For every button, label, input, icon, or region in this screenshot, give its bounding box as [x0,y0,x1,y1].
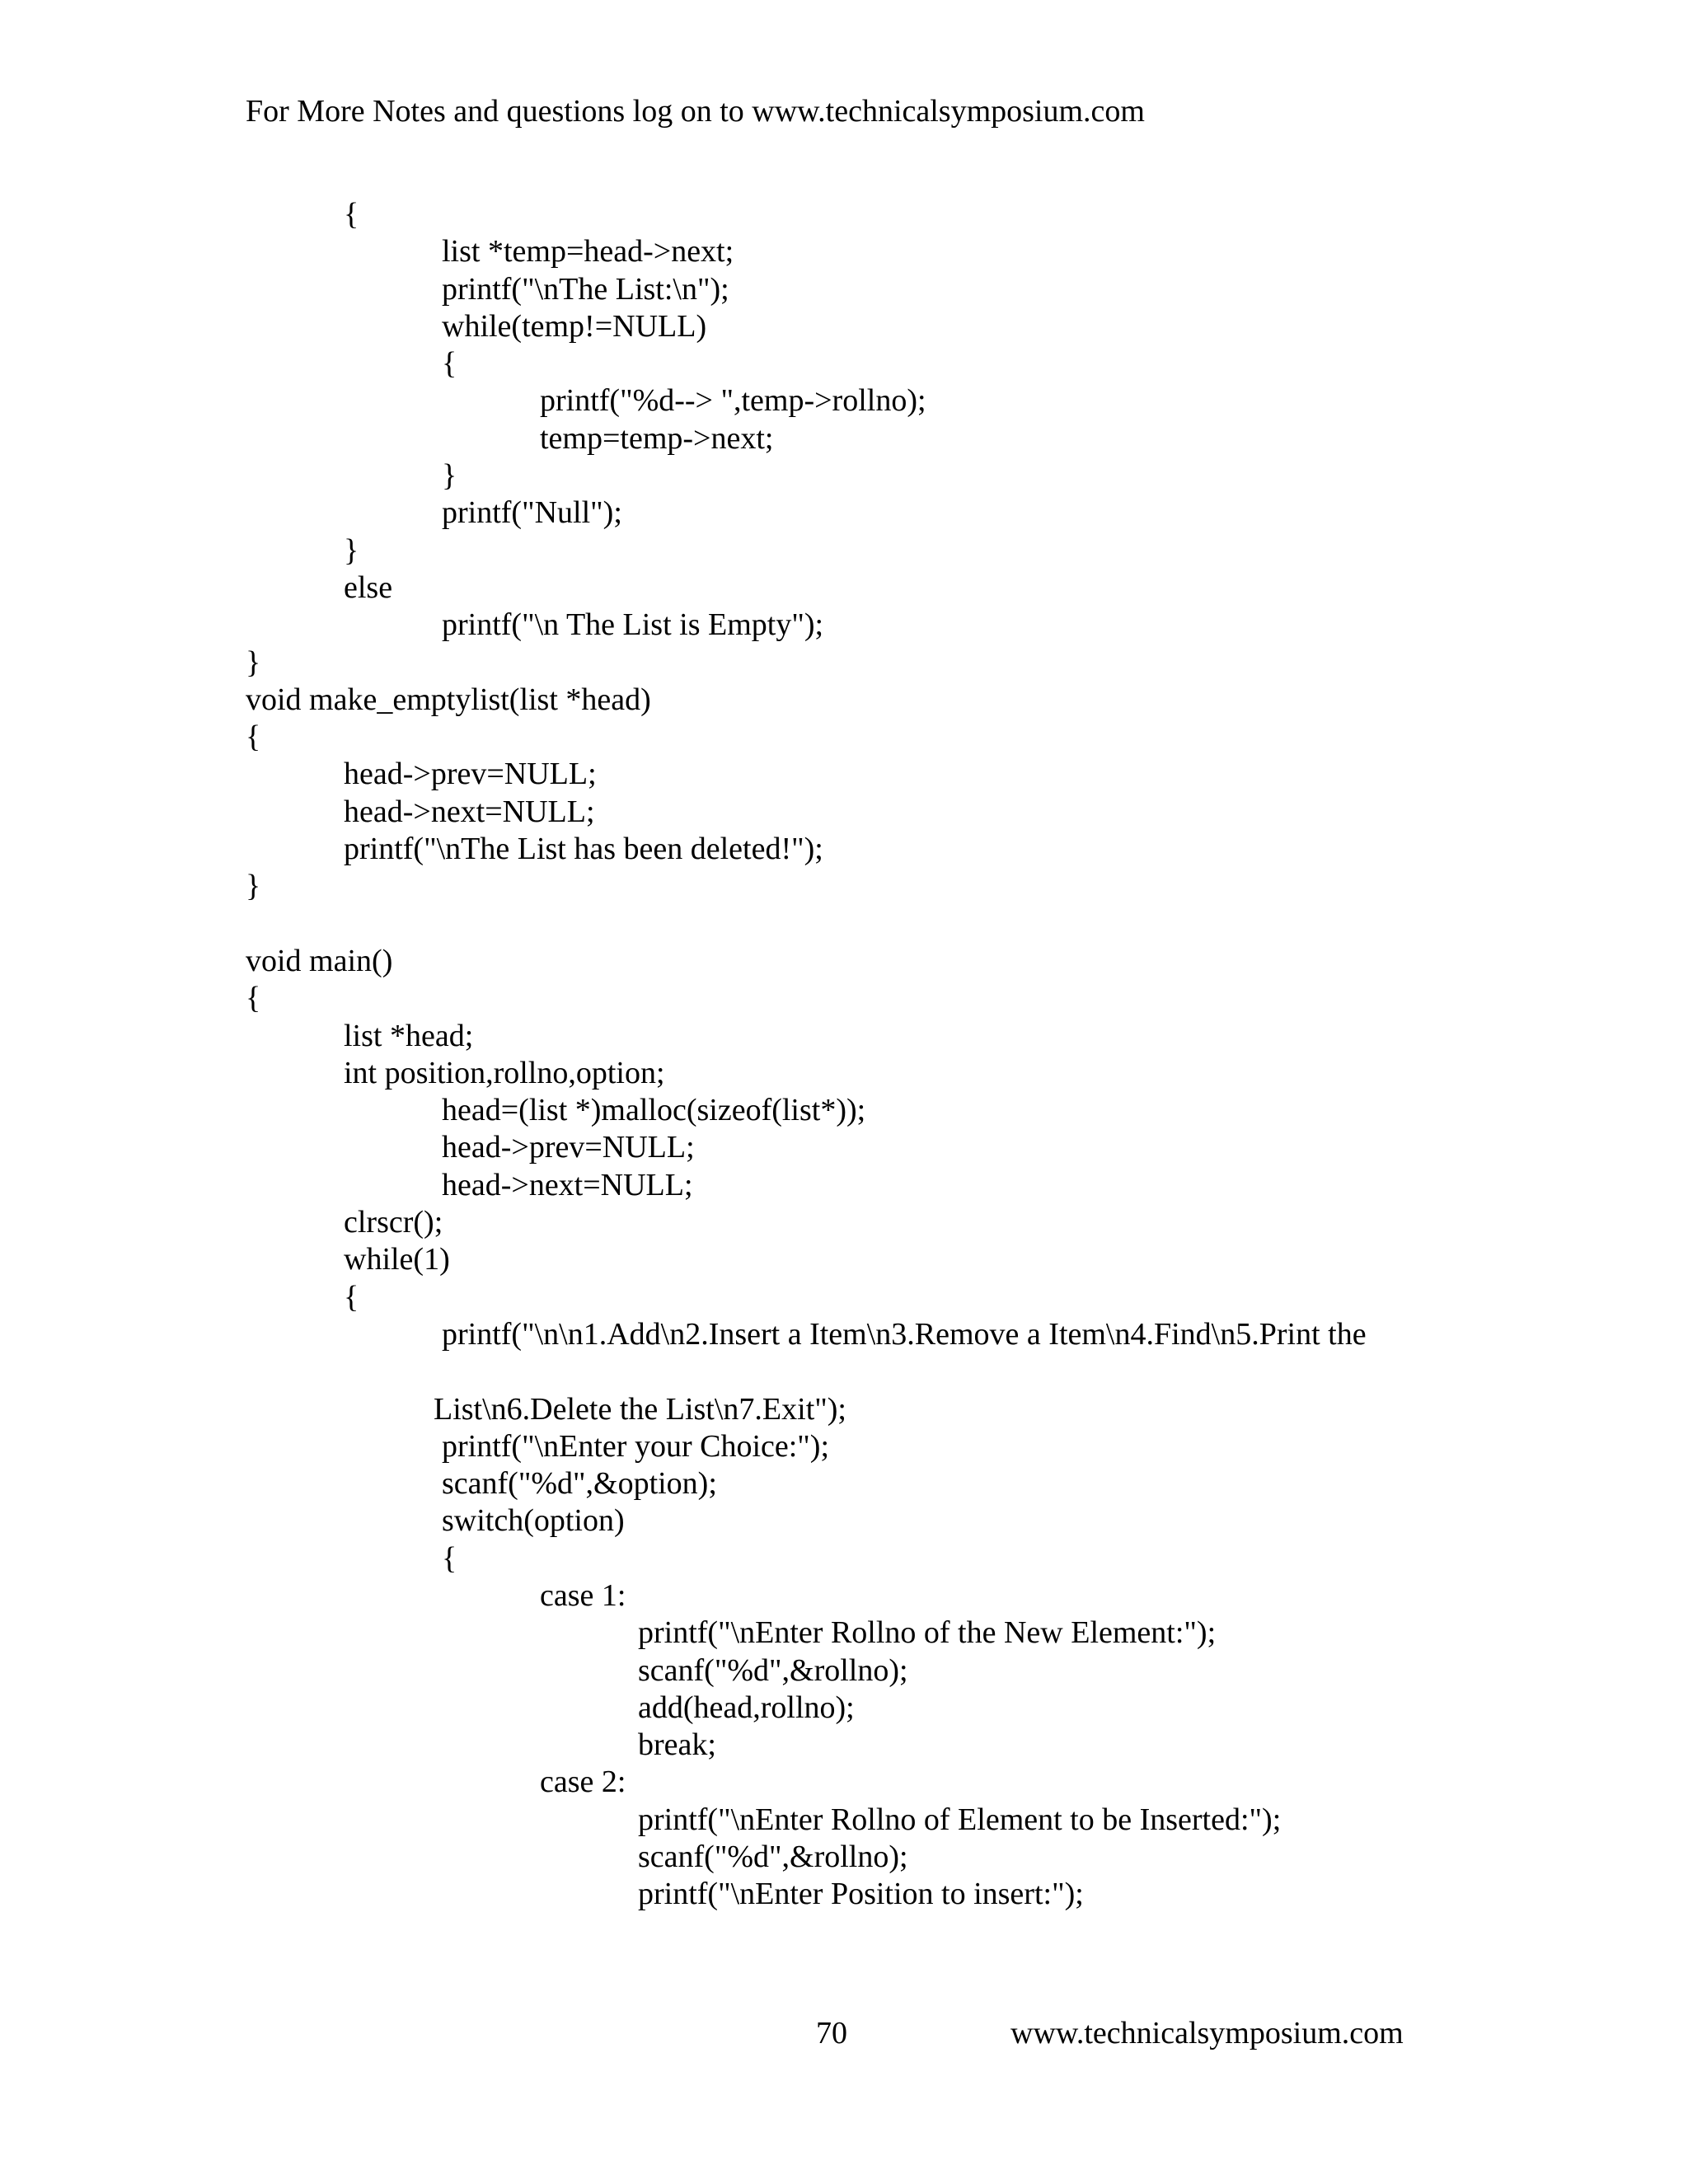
code-line: void make_emptylist(list *head) [246,682,651,717]
code-line: else [344,569,393,605]
code-line: head->next=NULL; [442,1167,693,1202]
code-line: { [344,1279,359,1315]
code-line: temp=temp->next; [540,420,774,456]
code-line: { [442,1540,457,1576]
code-line: scanf("%d",&option); [442,1466,717,1502]
code-line: } [246,644,261,680]
code-line: } [246,869,261,904]
page-footer [0,2018,1688,2059]
code-line [246,906,1647,943]
code-line: printf("\nEnter Position to insert:"); [638,1877,1084,1912]
code-listing [246,196,1647,1914]
code-line: list *temp=head->next; [442,234,734,269]
code-line: switch(option) [442,1503,625,1539]
code-line: case 1: [540,1577,626,1613]
code-line: printf("\n\n1.Add\n2.Insert a Item\n3.Remove a Item\n4.Find\n5.Print the [442,1316,1367,1352]
code-line: case 2: [540,1765,626,1800]
code-line: void main() [246,943,393,978]
code-line: printf("Null"); [442,495,622,531]
code-line: printf("\nThe List has been deleted!"); [344,832,823,867]
code-line: } [442,458,457,494]
code-line: printf("\nEnter Rollno of the New Element:"); [638,1615,1217,1651]
code-line: } [344,532,359,568]
code-line [246,1353,1647,1390]
code-line: { [246,981,261,1016]
code-line: printf("\nThe List:\n"); [442,271,729,307]
code-line: int position,rollno,option; [344,1055,665,1090]
code-line: printf("\nEnter your Choice:"); [442,1428,830,1464]
code-line: while(1) [344,1242,450,1277]
code-line: add(head,rollno); [638,1690,855,1725]
code-line: { [246,719,261,755]
code-line: printf("%d--> ",temp->rollno); [540,383,926,419]
page-header: For More Notes and questions log on to www.technicalsymposium.com [246,94,1145,129]
code-line: break; [638,1727,716,1763]
code-line: list *head; [344,1018,474,1053]
code-line: { [344,197,359,232]
footer-url: www.technicalsymposium.com [1010,2016,1404,2050]
code-line: { [442,346,457,382]
code-line: head->prev=NULL; [442,1130,695,1165]
code-line: head->next=NULL; [344,794,595,829]
code-line: scanf("%d",&rollno); [638,1652,908,1688]
code-line: scanf("%d",&rollno); [638,1840,908,1875]
code-line: clrscr(); [344,1205,443,1240]
code-line: while(temp!=NULL) [442,308,707,344]
code-line: head=(list *)malloc(sizeof(list*)); [442,1093,866,1128]
code-line: printf("\n The List is Empty"); [442,607,824,643]
page-number: 70 [816,2016,847,2050]
code-line: head->prev=NULL; [344,757,597,792]
code-line: printf("\nEnter Rollno of Element to be Inserted:"); [638,1802,1282,1837]
code-line: List\n6.Delete the List\n7.Exit"); [434,1391,846,1427]
